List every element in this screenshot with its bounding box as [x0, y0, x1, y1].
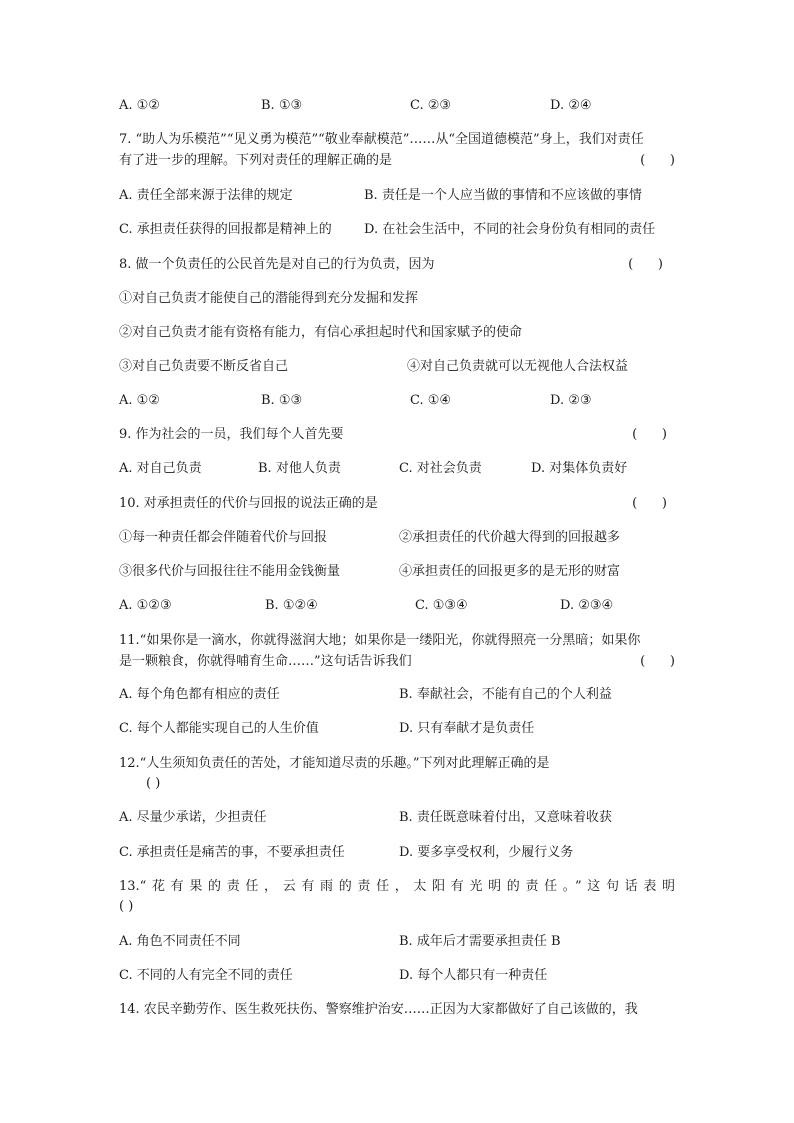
- q12-stem-line: [119, 756, 675, 772]
- q8-option-d[interactable]: D. ②③: [550, 393, 592, 408]
- q7-stem-text-1: 7. “助人为乐模范”“见义勇为模范”“敬业奉献模范”……从“全国道德模范”身上，我们对责任: [119, 132, 644, 147]
- q11-option-d[interactable]: D. 只有奉献才是负责任: [399, 721, 535, 736]
- q8-option-b[interactable]: B. ①③: [261, 393, 303, 408]
- q11-stem-text-1: 11.“如果你是一滴水，你就得滋润大地；如果你是一缕阳光，你就得照亮一分黑暗；如果你: [119, 633, 641, 648]
- q13-option-c[interactable]: C. 不同的人有完全不同的责任: [119, 968, 293, 983]
- q8-option-c[interactable]: C. ①④: [410, 393, 452, 408]
- q7-options-row-1: [119, 188, 675, 204]
- q11-answer-blank[interactable]: ( ): [640, 654, 675, 669]
- q13-paren-line: [119, 899, 675, 915]
- q11-stem-line-2: [119, 654, 675, 670]
- q10-option-a[interactable]: A. ①②③: [119, 598, 172, 613]
- q10-item-3: ③很多代价与回报往往不能用金钱衡量: [119, 564, 341, 579]
- q13-answer-blank[interactable]: ( ): [119, 899, 134, 914]
- q6-option-c[interactable]: C. ②③: [410, 98, 452, 113]
- q7-option-b[interactable]: B. 责任是一个人应当做的事情和不应该做的事情: [364, 188, 642, 203]
- q9-answer-blank[interactable]: ( ): [632, 427, 667, 442]
- q8-item-3: ③对自己负责要不断反省自己: [119, 359, 289, 374]
- q13-options-row-2: [119, 968, 675, 984]
- q9-option-c[interactable]: C. 对社会负责: [399, 461, 482, 476]
- q8-option-a[interactable]: A. ①②: [119, 393, 160, 408]
- q10-options-row: [119, 598, 675, 614]
- q7-stem-text-2: 有了进一步的理解。下列对责任的理解正确的是: [119, 153, 393, 168]
- q9-option-b[interactable]: B. 对他人负责: [258, 461, 341, 476]
- q7-option-c[interactable]: C. 承担责任获得的回报都是精神上的: [119, 222, 332, 237]
- q13-option-b[interactable]: B. 成年后才需要承担责任 B: [399, 934, 561, 949]
- q7-stem-line-1: [119, 132, 675, 148]
- q10-item-1: ①每一种责任都会伴随着代价与回报: [119, 530, 328, 545]
- q8-item-4: ④对自己负责就可以无视他人合法权益: [407, 359, 629, 374]
- q8-stem-line: [119, 257, 675, 273]
- q11-option-c[interactable]: C. 每个人都能实现自己的人生价值: [119, 721, 319, 736]
- q10-option-d[interactable]: D. ②③④: [560, 598, 614, 613]
- q13-options-row-1: [119, 934, 675, 950]
- q10-option-c[interactable]: C. ①③④: [415, 598, 468, 613]
- q8-answer-blank[interactable]: ( ): [628, 257, 663, 272]
- q10-items-3-4-line: [119, 564, 675, 580]
- q9-option-d[interactable]: D. 对集体负责好: [531, 461, 628, 476]
- q10-answer-blank[interactable]: ( ): [632, 496, 667, 511]
- q6-option-a[interactable]: A. ①②: [119, 98, 160, 113]
- q8-options-row: [119, 393, 675, 409]
- q8-items-3-4-line: [119, 359, 675, 375]
- q7-option-d[interactable]: D. 在社会生活中，不同的社会身份负有相同的责任: [364, 222, 656, 237]
- q12-paren-line: [119, 776, 675, 792]
- q14-stem-text-1: 14. 农民辛勤劳作、医生救死扶伤、警察维护治安……正因为大家都做好了自己该做的，我: [119, 1002, 638, 1017]
- q10-option-b[interactable]: B. ①②④: [265, 598, 318, 613]
- q12-option-b[interactable]: B. 责任既意味着付出，又意味着收获: [399, 810, 612, 825]
- q9-stem-line: [119, 427, 675, 443]
- q8-item-2-line: [119, 325, 675, 341]
- q11-options-row-1: [119, 687, 675, 703]
- q9-options-row: [119, 461, 675, 477]
- q7-answer-blank[interactable]: ( ): [640, 153, 675, 168]
- q10-stem-text: 10. 对承担责任的代价与回报的说法正确的是: [119, 496, 378, 511]
- q6-option-b[interactable]: B. ①③: [261, 98, 303, 113]
- q8-stem-text: 8. 做一个负责任的公民首先是对自己的行为负责，因为: [119, 257, 435, 272]
- q14-stem-line-1: [119, 1002, 675, 1018]
- q13-option-d[interactable]: D. 每个人都只有一种责任: [399, 968, 548, 983]
- q10-item-2: ②承担责任的代价越大得到的回报越多: [399, 530, 621, 545]
- q11-option-b[interactable]: B. 奉献社会，不能有自己的个人利益: [399, 687, 612, 702]
- q12-answer-blank[interactable]: ( ): [146, 776, 161, 791]
- q10-items-1-2-line: [119, 530, 675, 546]
- q7-stem-line-2: [119, 153, 675, 169]
- q11-stem-text-2: 是一颗粮食，你就得哺育生命……”这句话告诉我们: [119, 654, 412, 669]
- q12-option-d[interactable]: D. 要多享受权利，少履行义务: [399, 845, 574, 860]
- q7-options-row-2: [119, 222, 675, 238]
- q8-item-1-line: [119, 291, 675, 307]
- q13-stem-text: 13.“花有果的责任，云有雨的责任，太阳有光明的责任。”这句话表明: [119, 879, 675, 894]
- q12-options-row-2: [119, 845, 675, 861]
- q6-option-d[interactable]: D. ②④: [550, 98, 592, 113]
- q12-stem-text: 12.“人生须知负责任的苦处，才能知道尽责的乐趣。”下列对此理解正确的是: [119, 756, 550, 771]
- q13-stem-line: [119, 879, 675, 895]
- q12-options-row-1: [119, 810, 675, 826]
- q10-stem-line: [119, 496, 675, 512]
- q12-option-a[interactable]: A. 尽量少承诺，少担责任: [119, 810, 267, 825]
- q10-item-4: ④承担责任的回报更多的是无形的财富: [399, 564, 621, 579]
- q11-stem-line-1: [119, 633, 675, 649]
- q13-option-a[interactable]: A. 角色不同责任不同: [119, 934, 241, 949]
- q8-item-2: ②对自己负责才能有资格有能力，有信心承担起时代和国家赋予的使命: [119, 325, 523, 340]
- q7-option-a[interactable]: A. 责任全部来源于法律的规定: [119, 188, 293, 203]
- q6-options-row: [119, 98, 675, 114]
- q11-options-row-2: [119, 721, 675, 737]
- q11-option-a[interactable]: A. 每个角色都有相应的责任: [119, 687, 280, 702]
- q8-item-1: ①对自己负责才能使自己的潜能得到充分发掘和发挥: [119, 291, 419, 306]
- q9-stem-text: 9. 作为社会的一员，我们每个人首先要: [119, 427, 344, 442]
- q12-option-c[interactable]: C. 承担责任是痛苦的事，不要承担责任: [119, 845, 345, 860]
- q9-option-a[interactable]: A. 对自己负责: [119, 461, 202, 476]
